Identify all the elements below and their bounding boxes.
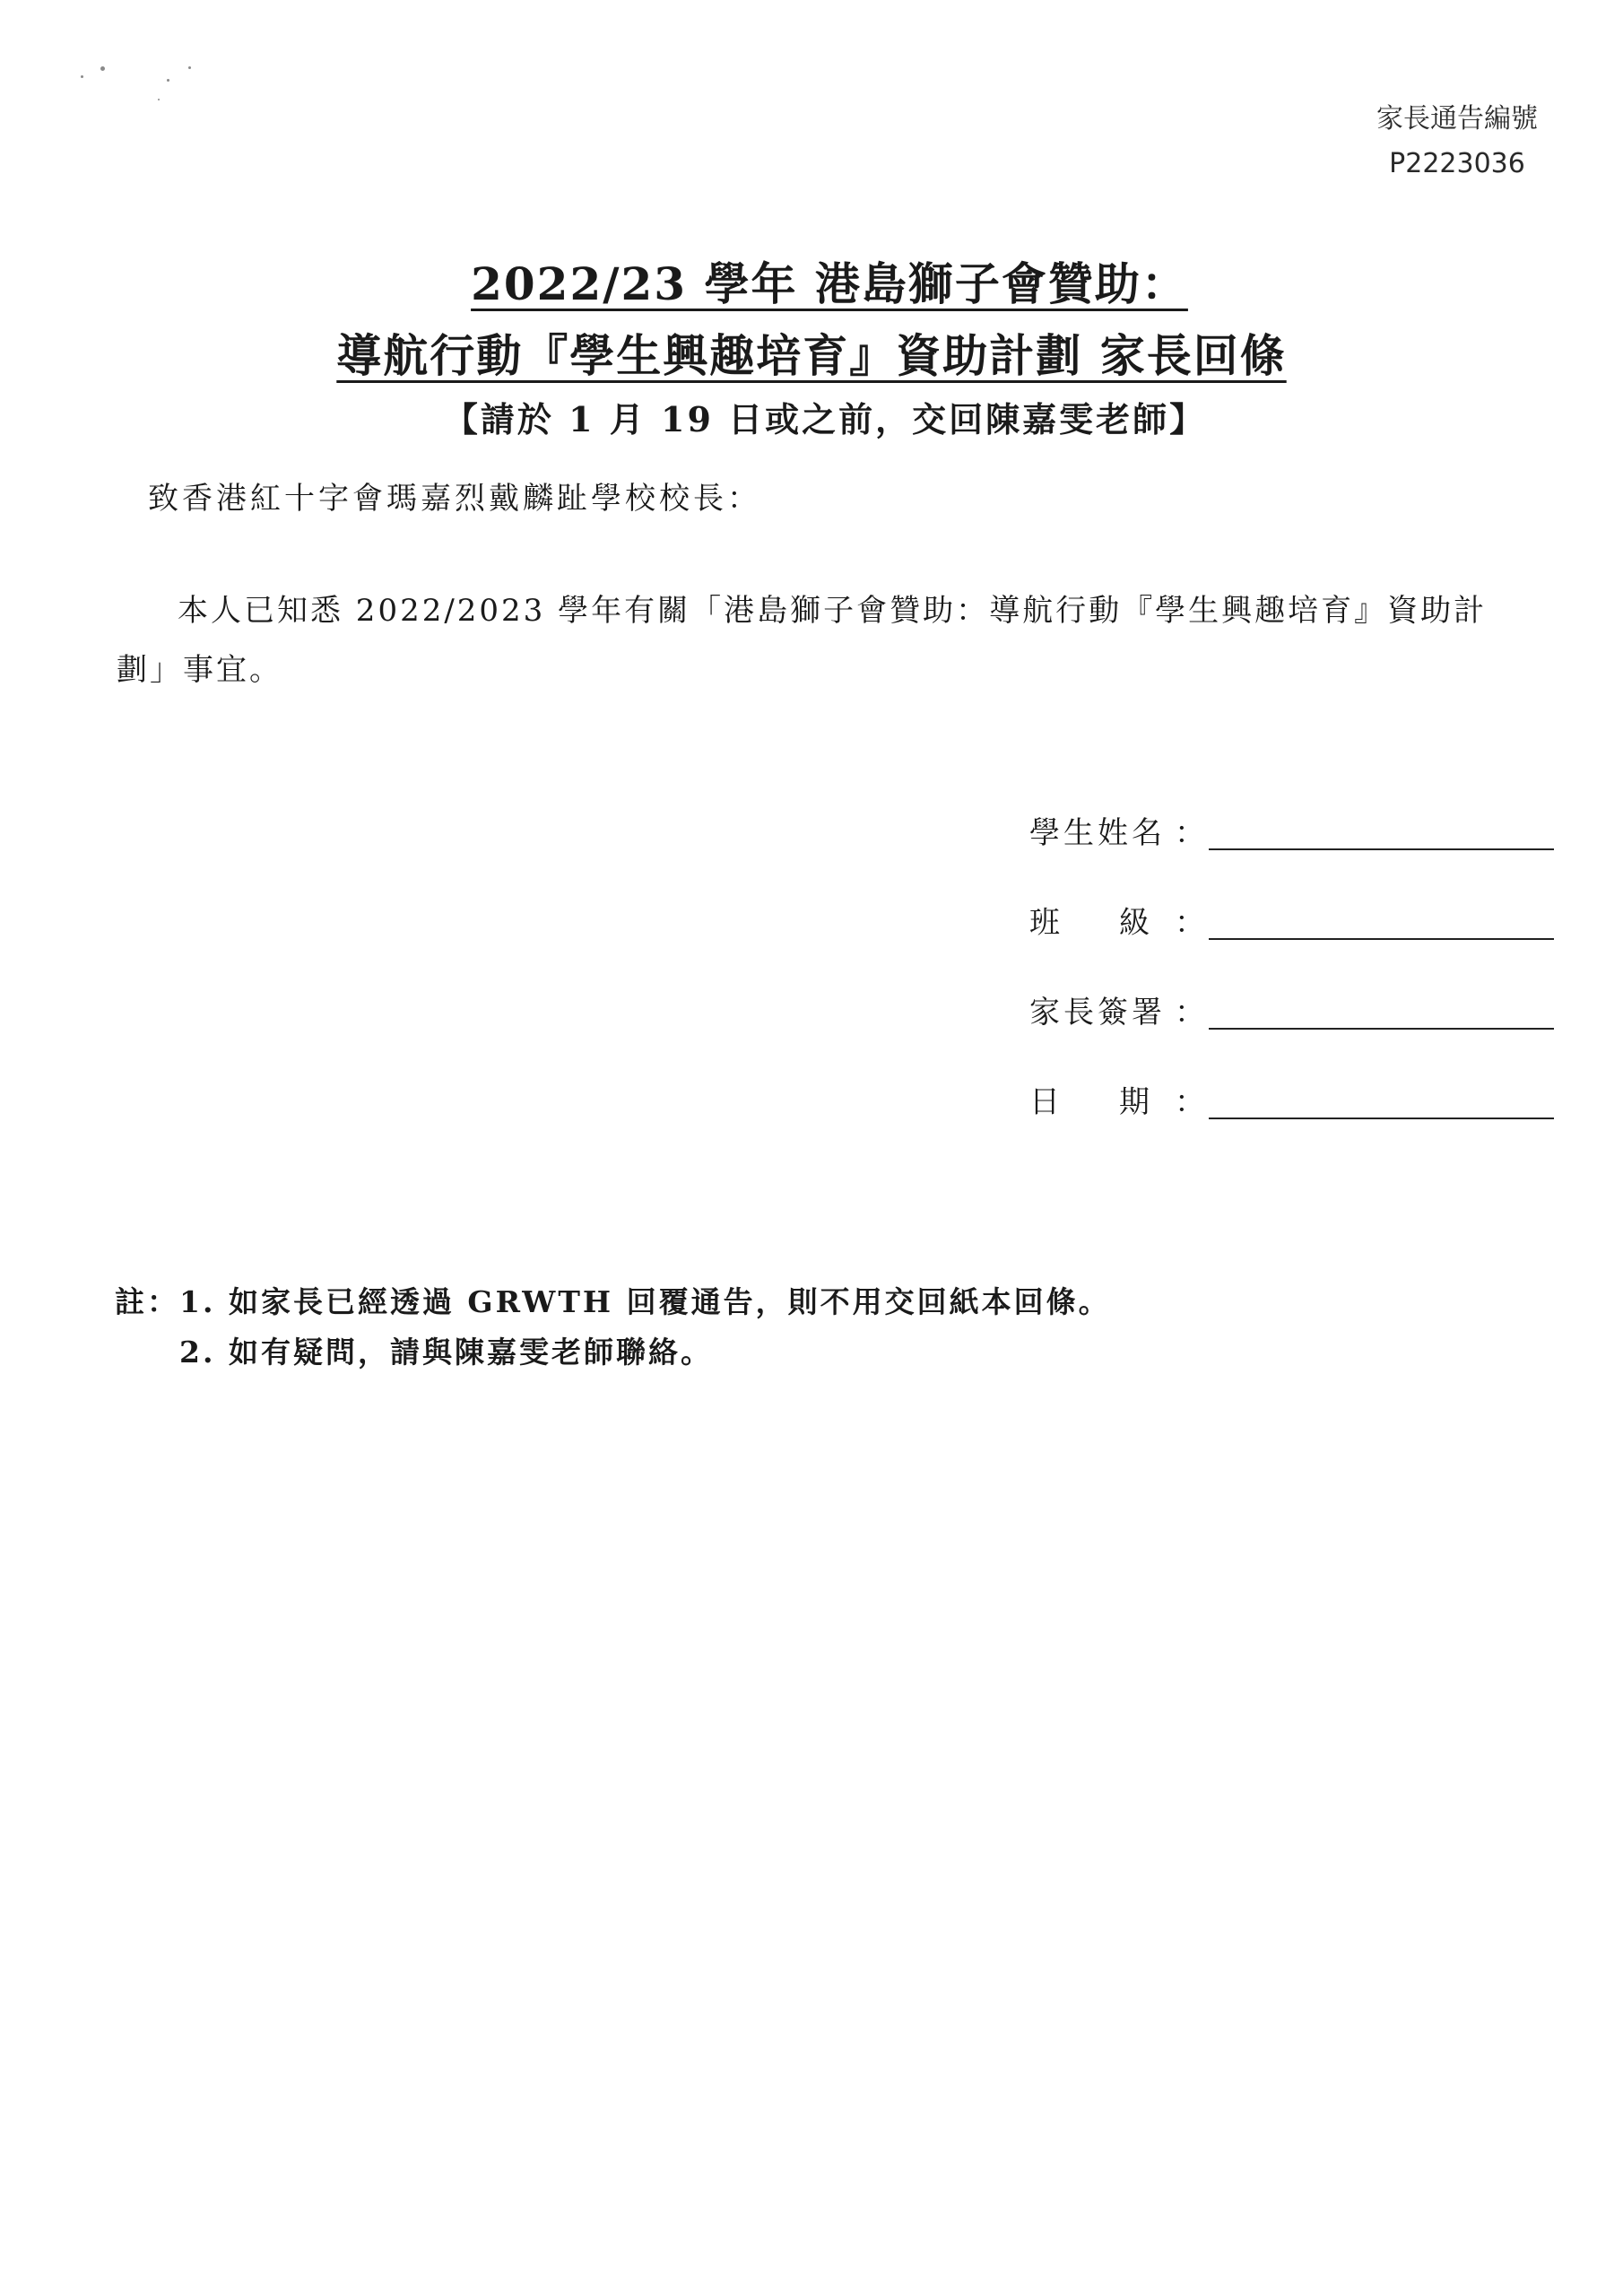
title-block xyxy=(0,253,1623,445)
student-name-label: 學生姓名 ： xyxy=(1029,815,1209,851)
scan-speck xyxy=(81,75,83,78)
notes-prefix: 註： xyxy=(115,1284,179,1319)
form-row-date xyxy=(1029,1039,1554,1128)
return-deadline: 【請於 1 月 19 日或之前，交回陳嘉雯老師】 xyxy=(443,399,1207,439)
note-item-1: 註：1. 如家長已經透過 GRWTH 回覆通告，則不用交回紙本回條。 xyxy=(115,1284,1111,1319)
student-name-field[interactable] xyxy=(1209,841,1554,850)
reply-form xyxy=(1029,770,1554,1128)
notice-number: P2223036 xyxy=(1389,148,1525,179)
scan-speck xyxy=(188,66,191,69)
parent-signature-label: 家長簽署 ： xyxy=(1029,995,1209,1031)
salutation: 致香港紅十字會瑪嘉烈戴麟趾學校校長： xyxy=(148,481,761,517)
notice-number-block xyxy=(1376,97,1538,187)
scan-speck xyxy=(167,79,169,82)
form-row-class xyxy=(1029,859,1554,949)
title-line-2: 導航行動『學生興趣培育』資助計劃 家長回條 xyxy=(336,329,1287,382)
title-line-1: 2022/23 學年 港島獅子會贊助： xyxy=(471,257,1188,310)
form-row-student-name xyxy=(1029,770,1554,859)
scan-speck xyxy=(158,99,160,100)
form-row-parent-signature xyxy=(1029,949,1554,1039)
date-field[interactable] xyxy=(1209,1110,1554,1119)
notice-number-label: 家長通告編號 xyxy=(1376,103,1538,135)
acknowledgement-text: 本人已知悉 2022/2023 學年有關「港島獅子會贊助：導航行動『學生興趣培育』資助計劃」事宜。 xyxy=(117,593,1488,688)
class-field[interactable] xyxy=(1209,931,1554,940)
scan-speck xyxy=(100,66,105,71)
parent-signature-field[interactable] xyxy=(1209,1021,1554,1030)
note-item-2: 2. 如有疑問，請與陳嘉雯老師聯絡。 xyxy=(179,1335,713,1370)
class-label: 班 級 ： xyxy=(1029,905,1209,941)
notes-section xyxy=(115,1277,1111,1378)
date-label: 日 期 ： xyxy=(1029,1084,1209,1120)
